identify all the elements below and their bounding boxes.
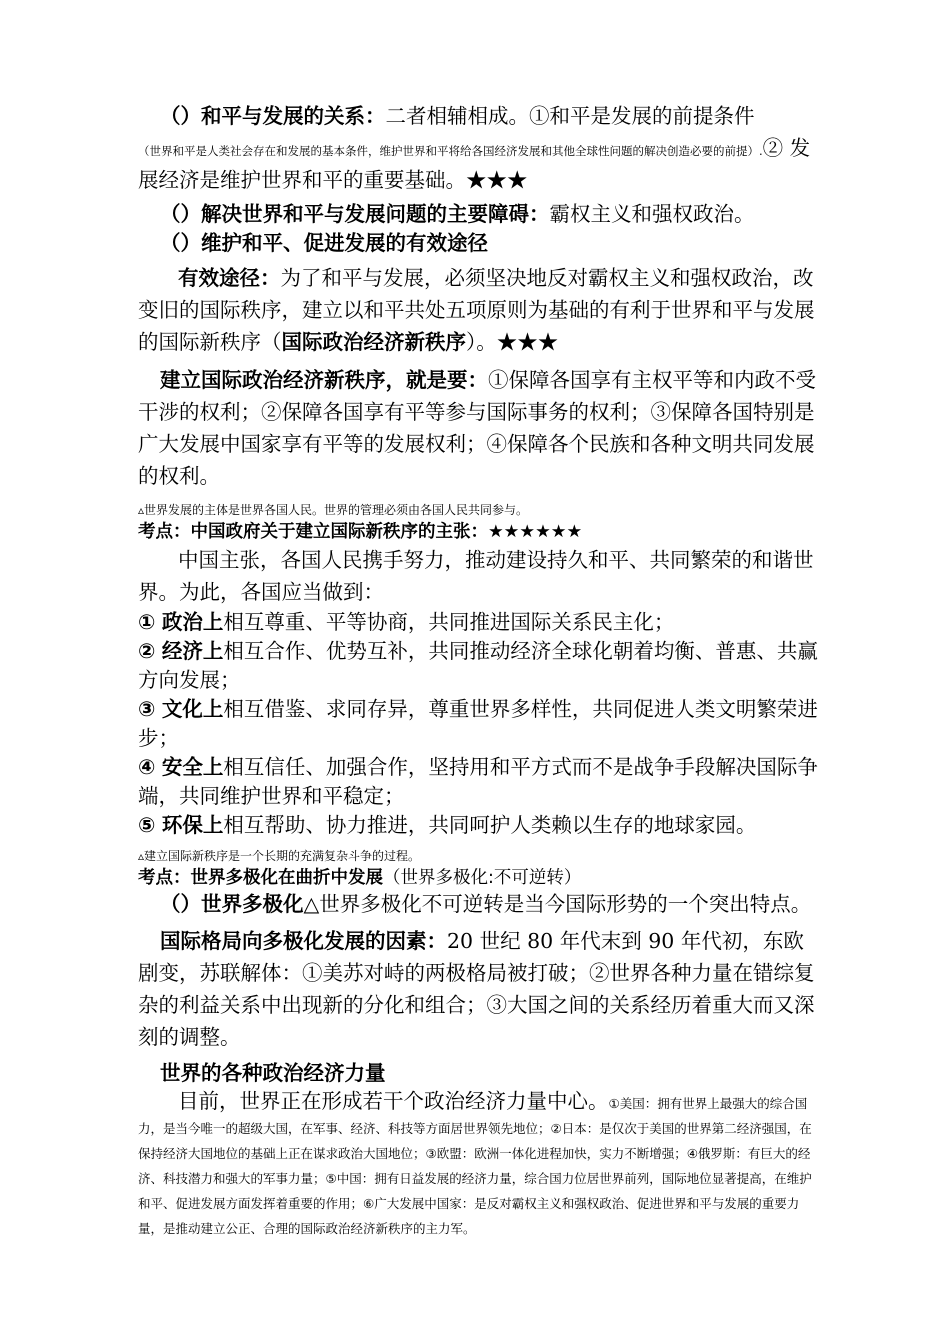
main-obstacle	[138, 200, 818, 229]
paragraph-text: △世界多极化不可逆转是当今国际形势的一个突出特点。	[303, 892, 812, 916]
emphasis-text: 国际政治经济新秩序	[281, 330, 466, 354]
note-world-development: ▵世界发展的主体是世界各国人民。世界的管理必须由各国人民共同参与。	[138, 503, 529, 517]
item-number: ⑤	[138, 813, 156, 837]
key-point-subtitle: （世界多极化:不可逆转）	[383, 868, 582, 888]
peace-development-relation	[138, 100, 818, 132]
item-key: 政治上	[161, 610, 224, 634]
list-item	[138, 637, 818, 695]
paragraph-text: ）。★★★	[466, 330, 559, 354]
list-item	[138, 695, 818, 753]
paragraph-text: 二者相辅相成。①和平是发展的前提条件	[385, 104, 755, 128]
multipolarity	[138, 890, 818, 919]
item-key: 环保上	[161, 813, 224, 837]
key-point-title: 考点：世界多极化在曲折中发展	[138, 868, 383, 888]
list-item	[138, 608, 818, 637]
paragraph-text: ①保障各国享有主权平等和内政不受干涉的权利；②保障各国享有平等参与国际事务的权利；③保障各国特别是广大发展中国家享有平等的发展权利；④保障各个民族和各种文明共同发展的权利。	[138, 368, 816, 488]
note-new-order-process: ▵建立国际新秩序是一个长期的充满复杂斗争的过程。	[138, 849, 421, 863]
item-key: 经济上	[161, 639, 224, 663]
item-text: 相互帮助、协力推进，共同呵护人类赖以生存的地球家园。	[223, 813, 757, 837]
section-label: 有效途径：	[178, 266, 281, 290]
list-item	[138, 811, 818, 840]
section-label: 世界的各种政治经济力量	[160, 1061, 386, 1085]
multipolarity-factors	[138, 925, 818, 1053]
section-label: （）解决世界和平与发展问题的主要障碍：	[160, 202, 550, 226]
world-forces-heading	[138, 1057, 818, 1089]
item-number: ③	[138, 697, 156, 721]
paragraph-text: ①美国：拥有世界上最强大的综合国力，是当今唯一的超级大国，在军事、经济、科技等方面居世界领先地位；②日本：是仅次于美国的世界第二经济强国，在保持经济大国地位的基础上正在谋求政治大国地位；③欧盟：欧洲一体化进程加快，实力不断增强；④俄罗斯：有巨大的经济、科技潜力和强大的军事力量；⑤中国：拥有日益发展的经济力量，综合国力位居世界前列，国际地位显著提高，在维护和平、促进发展方面发挥着重要的作用；⑥广大发展中国家：是反对霸权主义和强权政治、促进世界和平与发展的重要力量，是推动建立公正、合理的国际政治经济新秩序的主力军。	[138, 1096, 812, 1236]
paragraph-text: 为了和平与发展，必须坚决地反对霸权主义和强权政治，改变旧的国际秩序，建立以和平共处五项原则为基础的有利于世界和平与发展的国际新秩序（	[138, 266, 815, 354]
item-text: 相互合作、优势互补，共同推动经济全球化朝着均衡、普惠、共赢方向发展；	[138, 639, 818, 692]
paragraph-text: 霸权主义和强权政治。	[549, 202, 755, 226]
section-label: 建立国际政治经济新秩序，就是要：	[160, 368, 488, 392]
proposal-list	[138, 608, 818, 840]
effective-ways	[138, 262, 818, 358]
item-number: ②	[138, 639, 156, 663]
section-label: 国际格局向多极化发展的因素：	[160, 929, 447, 953]
section-label: （）维护和平、促进发展的有效途径	[160, 231, 488, 255]
item-number: ④	[138, 755, 156, 779]
section-label: （）世界多极化	[160, 892, 304, 916]
peace-footnote	[138, 132, 818, 196]
effective-ways-heading	[138, 229, 818, 258]
paragraph-text: ② 发展经济是维护世界和平的重要基础。★★★	[138, 136, 811, 192]
paragraph-lead: 目前，世界正在形成若干个政治经济力量中心。	[178, 1089, 609, 1113]
section-label: （）和平与发展的关系：	[160, 104, 386, 128]
item-text: 相互尊重、平等协商，共同推进国际关系民主化；	[223, 610, 675, 634]
china-proposal-intro: 中国主张，各国人民携手努力，推动建设持久和平、共同繁荣的和谐世界。为此，各国应当做到：	[138, 548, 814, 604]
key-point-china-proposal: 考点：中国政府关于建立国际新秩序的主张：★★★★★★	[138, 522, 583, 542]
power-centers	[138, 1089, 818, 1241]
item-key: 安全上	[161, 755, 224, 779]
list-item	[138, 753, 818, 811]
item-key: 文化上	[161, 697, 224, 721]
item-text: 相互信任、加强合作，坚持用和平方式而不是战争手段解决国际争端，共同维护世界和平稳定；	[138, 755, 818, 808]
key-point-multipolarity	[138, 866, 818, 890]
paragraph-text: 20 世纪 80 年代末到 90 年代初，东欧剧变，苏联解体：①美苏对峙的两极格局被打破；②世界各种力量在错综复杂的利益关系中出现新的分化和组合；③大国之间的关系经历着重大而又深刻的调整。	[138, 929, 815, 1049]
document-page	[138, 100, 818, 1241]
item-number: ①	[138, 610, 156, 634]
new-order-requirements	[138, 364, 818, 492]
footnote-text: （世界和平是人类社会存在和发展的基本条件，维护世界和平将给各国经济发展和其他全球性问题的解决创造必要的前提）.	[138, 144, 763, 158]
item-text: 相互借鉴、求同存异，尊重世界多样性，共同促进人类文明繁荣进步；	[138, 697, 818, 750]
